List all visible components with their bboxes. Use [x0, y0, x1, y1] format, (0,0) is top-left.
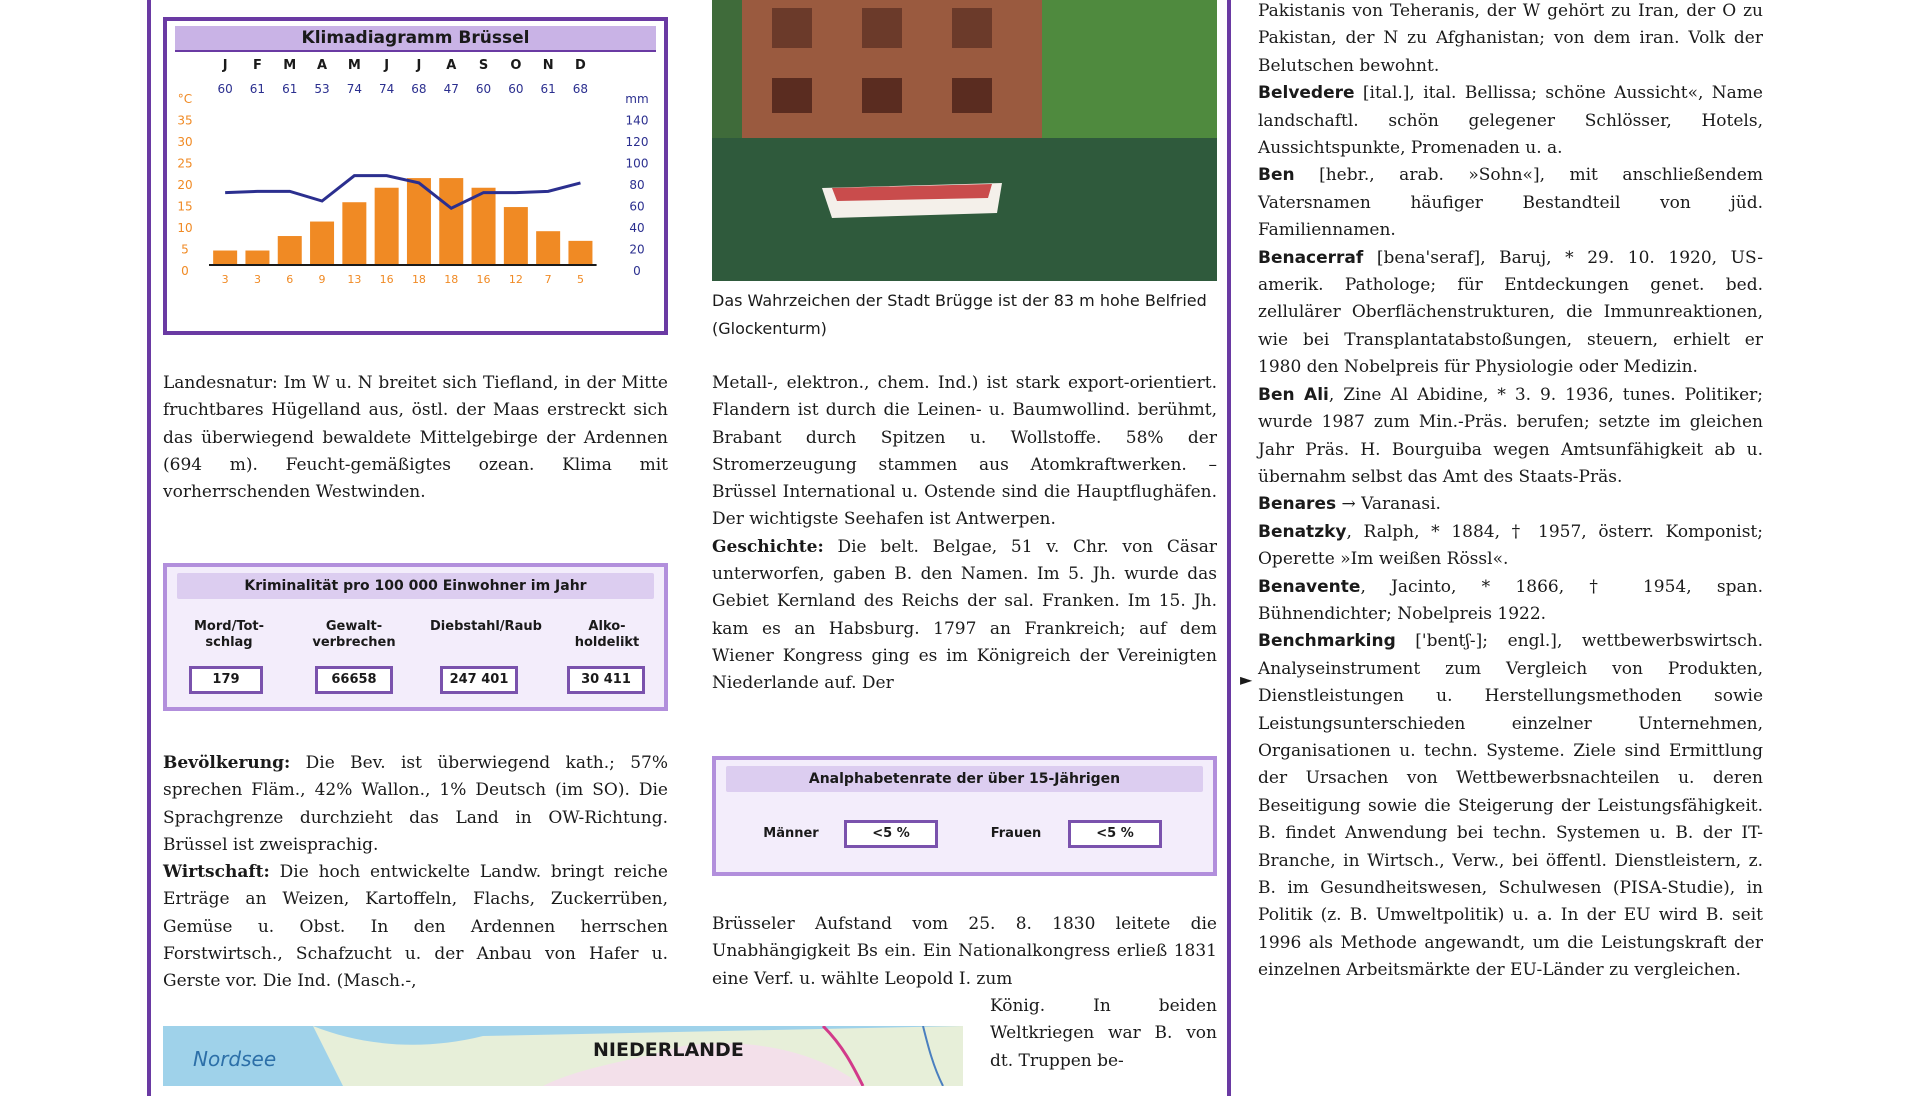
literacy-panel — [712, 756, 1217, 876]
precip-label: 60 — [508, 82, 524, 96]
temperature-label: 13 — [347, 273, 362, 286]
month-label: J — [416, 58, 422, 73]
right-axis-tick: 100 — [625, 156, 649, 171]
temperature-label: 16 — [476, 273, 491, 286]
right-axis-tick: 80 — [629, 178, 645, 192]
temperature-bar — [568, 241, 592, 265]
column-1-text-top — [163, 370, 668, 506]
precip-label: 74 — [379, 82, 395, 96]
ref-entry — [1258, 628, 1763, 984]
ref-text: , Jacinto, * 1866, † 1954, span. Bühnendichter; Nobelpreis 1922. — [1258, 576, 1763, 624]
ref-text: , Zine Al Abidine, * 3. 9. 1936, tunes. Politiker; wurde 1987 zum Min.-Präs. berufen; setzte im gleichen Jahr Präs. H. Bourguiba wegen Amtsunfähigkeit ab u. übernahm selbst das Amt des Staats-Präs. — [1258, 384, 1763, 487]
map-belgium — [163, 1026, 963, 1086]
precip-label: 61 — [282, 82, 298, 96]
crime-value-1: 179 — [189, 666, 263, 694]
month-label: A — [317, 58, 328, 73]
bevoelkerung-text: Die Bev. ist überwiegend kath.; 57% sprechen Fläm., 42% Wallon., 1% Deutsch (im SO). Die Sprachgrenze durchzieht das Land in OW-Richtung. Brüssel ist zweisprachig. — [163, 753, 668, 855]
literacy-title: Analphabetenrate der über 15-Jährigen — [726, 766, 1203, 792]
ref-entry — [1258, 382, 1763, 492]
temperature-label: 7 — [544, 273, 552, 286]
temperature-bar — [278, 236, 302, 265]
month-label: J — [384, 58, 390, 73]
right-axis-tick: 20 — [629, 242, 645, 257]
arrow-marker-icon: ► — [1240, 670, 1253, 689]
temperature-label: 6 — [286, 273, 294, 286]
crime-value-2: 66658 — [315, 666, 393, 694]
temperature-bar — [439, 178, 463, 265]
left-axis-tick: 15 — [177, 199, 193, 214]
temperature-label: 9 — [318, 273, 326, 286]
literacy-women-value: <5 % — [1068, 820, 1162, 848]
left-axis-tick: 25 — [177, 156, 193, 171]
precipitation-line — [225, 176, 580, 209]
ref-headword: Benavente — [1258, 576, 1361, 597]
temperature-label: 5 — [576, 273, 584, 286]
bruges-photo — [712, 0, 1217, 281]
column-2-text-bottom — [712, 911, 1217, 993]
ref-text: [ital.], ital. Bellissa; schöne Aussicht«, Name landschaftl. schön gelegener Schlösser, Hotels, Aussichtspunkte, Promenaden u. a. — [1258, 83, 1763, 159]
precip-label: 53 — [314, 82, 330, 96]
precip-label: 61 — [249, 82, 266, 96]
month-label: O — [510, 58, 522, 73]
column-2-text-top — [712, 370, 1217, 698]
ref-text: ['bentʃ-]; engl.], wettbewerbswirtsch. Analyseinstrument zum Vergleich von Produkten, Dienstleistungen u. Herstellungsmethoden sowie Leistungsunterschieden einzelner Unternehmen, Organisationen u. techn. Systeme. Ziele sind Ermittlung der Ursachen von Wettbewerbsnachteilen u. deren Beseitigung sowie die Steigerung der Leistungsfähigkeit. B. findet Anwendung bei techn. Systemen u. B. der IT-Branche, in Wirtsch., Verw., bei öffentl. Dienstleistern, z. B. im Gesundheitswesen, Schulwesen (PISA-Studie), in Politik (z. B. Umweltpolitik) u. a. In der EU wird B. seit 1996 als Methode angewandt, um die Leistungskraft der einzelnen Arbeitsmärkte der EU-Länder zu vergleichen. — [1258, 631, 1763, 981]
left-axis-tick: °C — [177, 92, 193, 106]
precip-label: 60 — [475, 82, 492, 96]
ref-entry — [1258, 162, 1763, 244]
geschichte-label: Geschichte: — [712, 536, 824, 557]
photo-caption: Das Wahrzeichen der Stadt Brügge ist der 83 m hohe Belfried (Glockenturm) — [712, 291, 1207, 338]
temperature-label: 18 — [444, 273, 459, 286]
right-axis-tick: mm — [625, 92, 649, 106]
precip-label: 68 — [572, 82, 589, 96]
temperature-bar — [213, 251, 237, 265]
temperature-bar — [342, 202, 366, 265]
climate-title: Klimadiagramm Brüssel — [175, 26, 656, 52]
wirtschaft-paragraph — [163, 859, 668, 995]
aufstand-paragraph: Brüsseler Aufstand vom 25. 8. 1830 leitete die Unabhängigkeit Bs ein. Ein Nationalkongress erließ 1831 eine Verf. u. wählte Leopold I. zum — [712, 914, 1217, 989]
literacy-men-value: <5 % — [844, 820, 938, 848]
ref-headword: Belvedere — [1258, 83, 1355, 104]
column-2-text-wrap — [990, 993, 1217, 1075]
wirtschaft-text: Die hoch entwickelte Landw. bringt reiche Erträge an Weizen, Kartoffeln, Flachs, Zuckerrüben, Gemüse u. Obst. In den Ardennen herrschen Forstwirtsch., Schafzucht u. der Anbau von Hafer u. Gerste vor. Die Ind. (Masch.-, — [163, 862, 668, 992]
ref-text: → Varanasi. — [1336, 494, 1441, 515]
left-axis-tick: 35 — [177, 113, 193, 128]
crime-label-1: Mord/Tot-schlag — [193, 619, 264, 650]
temperature-label: 18 — [411, 273, 426, 286]
month-label: S — [478, 58, 489, 73]
ref-headword: Ben — [1258, 165, 1295, 186]
reference-column — [1258, 0, 1763, 985]
precip-label: 74 — [346, 82, 362, 96]
temperature-bar — [245, 251, 269, 265]
geschichte-text: Die belt. Belgae, 51 v. Chr. von Cäsar unterworfen, gaben B. den Namen. Im 5. Jh. wurde das Gebiet Kernland des Reichs der sal. Franken. Im 15. Jh. kam es an Habsburg. 1797 an Frankreich; auf dem Wiener Kongress ging es im Königreich der Vereinigten Niederlande auf. Der — [712, 536, 1217, 694]
ref-entry — [1258, 574, 1763, 629]
column-1-text-bottom — [163, 750, 668, 996]
month-label: J — [222, 58, 228, 73]
temperature-bar — [536, 231, 560, 265]
map-label-country: NIEDERLANDE — [593, 1039, 744, 1061]
crime-panel — [163, 563, 668, 711]
left-axis-tick: 20 — [177, 178, 193, 192]
bevoelkerung-label: Bevölkerung: — [163, 753, 291, 773]
month-label: A — [446, 58, 457, 73]
ref-entries — [1258, 80, 1763, 984]
ref-entry — [1258, 80, 1763, 162]
ref-entry — [1258, 491, 1763, 518]
temperature-bar — [504, 207, 528, 265]
landesnatur-paragraph: Landesnatur: Im W u. N breitet sich Tiefland, in der Mitte fruchtbares Hügelland aus, östl. der Maas erstreckt sich das überwiegend bewaldete Mittelgebirge der Ardennen (694 m). Feucht-gemäßigtes ozean. Klima mit vorherrschenden Westwinden. — [163, 373, 668, 503]
wirtschaft-label: Wirtschaft: — [163, 862, 270, 883]
ref-headword: Ben Ali — [1258, 384, 1329, 405]
left-axis-tick: 5 — [181, 242, 189, 257]
precip-label: 68 — [411, 82, 427, 96]
left-axis-tick: 30 — [177, 135, 193, 149]
temperature-label: 16 — [379, 273, 394, 286]
crime-label-2: Gewalt-verbrechen — [312, 619, 396, 650]
ref-headword: Benchmarking — [1258, 631, 1396, 652]
left-axis-tick: 0 — [181, 264, 189, 278]
temperature-label: 3 — [253, 273, 261, 286]
crime-title: Kriminalität pro 100 000 Einwohner im Jahr — [177, 573, 654, 599]
temperature-bar — [472, 188, 496, 265]
right-axis-tick: 0 — [633, 264, 641, 278]
ref-text: [bena'seraf], Baruj, * 29. 10. 1920, US-amerik. Pathologe; für Entdeckungen genet. bed. zellulärer Oberflächenstrukturen, die Immunreaktionen, wie bei Transplantatabstoßungen, steuern, erhielt er 1980 den Nobelpreis für Physiologie oder Medizin. — [1258, 247, 1763, 378]
ref-headword: Benares — [1258, 494, 1337, 515]
precip-label: 61 — [540, 82, 556, 96]
temperature-bar — [310, 222, 334, 265]
geschichte-paragraph — [712, 534, 1217, 698]
right-axis-tick: 40 — [629, 221, 645, 235]
right-axis-tick: 60 — [629, 199, 645, 214]
climate-chart — [167, 51, 664, 331]
temperature-bar — [375, 188, 399, 265]
temperature-label: 3 — [221, 273, 229, 286]
literacy-men-label: Männer — [763, 826, 819, 841]
ref-headword: Benatzky — [1258, 521, 1347, 542]
crime-label-3: Diebstahl/Raub — [430, 619, 542, 634]
literacy-women-label: Frauen — [990, 826, 1042, 841]
ref-text: , Ralph, * 1884, † 1957, österr. Komponist; Operette »Im weißen Rössl«. — [1258, 521, 1763, 570]
precip-label: 60 — [217, 82, 233, 96]
ref-entry — [1258, 519, 1763, 574]
month-label: F — [253, 58, 262, 73]
month-label: N — [542, 58, 554, 73]
right-axis-tick: 120 — [625, 135, 649, 149]
left-axis-tick: 10 — [177, 221, 193, 235]
ref-intro: Pakistanis von Teheranis, der W gehört zu Iran, der O zu Pakistan, der N zu Afghanistan; von dem iran. Volk der Belutschen bewohnt. — [1258, 1, 1763, 76]
map-label-sea: Nordsee — [193, 1047, 277, 1071]
right-axis-tick: 140 — [625, 113, 649, 128]
temperature-label: 12 — [508, 273, 523, 286]
ref-headword: Benacerraf — [1258, 247, 1364, 268]
crime-value-3: 247 401 — [440, 666, 518, 694]
month-label: D — [575, 58, 586, 73]
ref-text: [hebr., arab. »Sohn«], mit anschließendem Vatersnamen häufiger Bestandteil von jüd. Familiennamen. — [1258, 165, 1763, 241]
precip-label: 47 — [443, 82, 459, 96]
crime-label-4: Alko-holdelikt — [574, 619, 640, 650]
bruges-photo-image — [712, 0, 1217, 281]
koenig-paragraph: König. In beiden Weltkriegen war B. von dt. Truppen be- — [990, 996, 1217, 1071]
ref-entry — [1258, 245, 1763, 382]
climate-diagram — [163, 17, 668, 335]
industrie-paragraph: Metall-, elektron., chem. Ind.) ist stark export-orientiert. Flandern ist durch die Leinen- u. Baumwollind. berühmt, Brabant durch Spitzen u. Wollstoffe. 58% der Stromerzeugung stammen aus Atomkraftwerken. – Brüssel International u. Ostende sind die Hauptflughäfen. Der wichtigste Seehafen ist Antwerpen. — [712, 373, 1217, 530]
month-label: M — [347, 58, 361, 73]
month-label: M — [283, 58, 297, 73]
crime-value-4: 30 411 — [567, 666, 645, 694]
bevoelkerung-paragraph — [163, 750, 668, 859]
map-image — [163, 1026, 963, 1086]
